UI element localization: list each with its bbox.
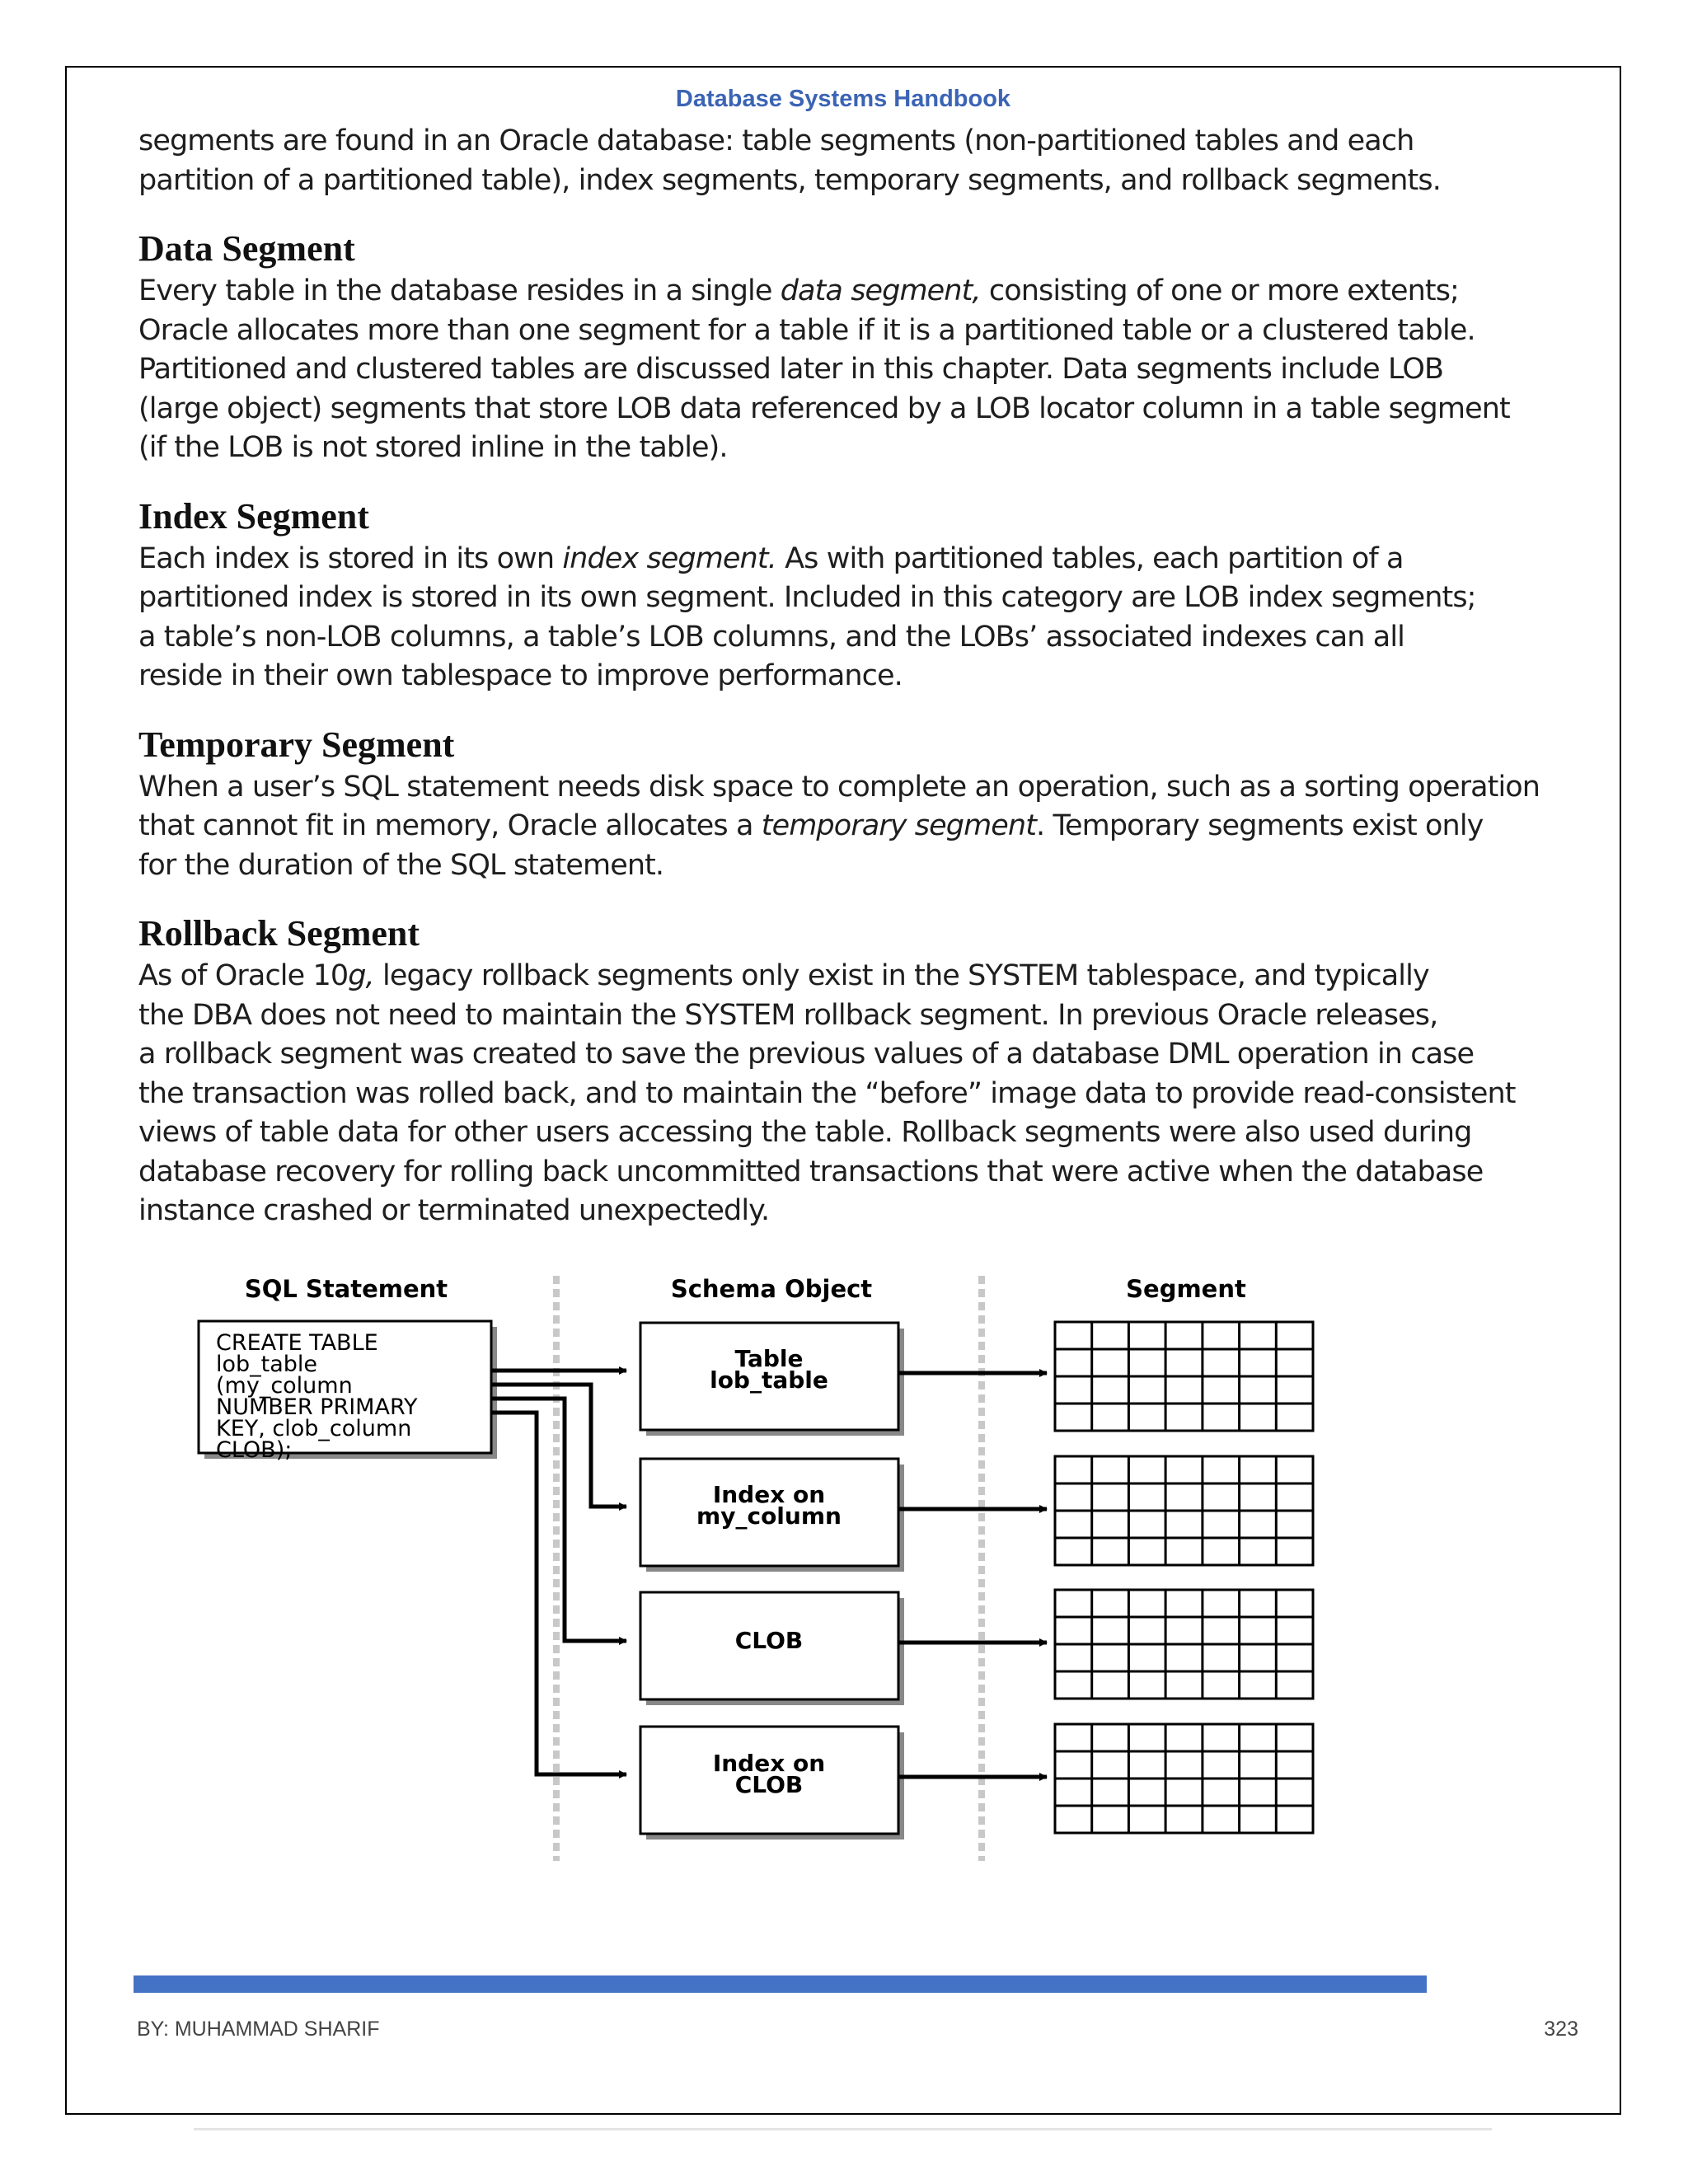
text-line: reside in their own tablespace to improve performance. [138, 659, 903, 692]
text-line: instance crashed or terminated unexpectedly. [138, 1194, 770, 1227]
italic-term: temporary segment [761, 809, 1037, 842]
bottom-rule [194, 2128, 1492, 2130]
object-label: Table [734, 1345, 804, 1372]
text-run: consisting of one or more extents; [980, 274, 1459, 307]
text-line: views of table data for other users accessing the table. Rollback segments were also used during [138, 1116, 1472, 1149]
text-line: (if the LOB is not stored inline in the table). [138, 431, 728, 464]
text-line: (large object) segments that store LOB data referenced by a LOB locator column in a table segment [138, 391, 1510, 425]
sql-line: CLOB); [216, 1437, 293, 1463]
rollback-segment-paragraph [138, 957, 1516, 1231]
segment-diagram [128, 1276, 1339, 1952]
text-line [138, 957, 1429, 996]
text-line: When a user’s SQL statement needs disk space to complete an operation, such as a sorting operation [138, 770, 1540, 804]
sql-line: lob_table [216, 1352, 318, 1377]
sql-line: NUMBER PRIMARY [216, 1394, 418, 1420]
schema-object-index-my-column [640, 1459, 904, 1572]
text-line: segments are found in an Oracle database: table segments (non-partitioned tables and each [138, 124, 1414, 157]
text-line: for the duration of the SQL statement. [138, 848, 664, 882]
section-heading-index-segment: Index Segment [138, 495, 369, 537]
section-heading-data-segment: Data Segment [138, 228, 355, 269]
text-run: Each index is stored in its own [138, 541, 563, 575]
italic-term: g, [348, 959, 374, 992]
text-run: . Temporary segments exist only [1036, 809, 1484, 842]
text-line: database recovery for rolling back uncommitted transactions that were active when the database [138, 1155, 1484, 1188]
sql-line: (my_column [216, 1373, 353, 1399]
segment-grid-table [1055, 1322, 1313, 1431]
object-label: Index on [712, 1750, 826, 1777]
object-label: CLOB [734, 1627, 804, 1654]
object-label: my_column [696, 1502, 842, 1530]
sql-line: KEY, clob_column [216, 1416, 412, 1441]
column-heading-segment: Segment [1126, 1276, 1246, 1303]
text-line: Partitioned and clustered tables are discussed later in this chapter. Data segments include LOB [138, 353, 1444, 386]
italic-term: index segment. [562, 541, 776, 575]
section-heading-temporary-segment: Temporary Segment [138, 724, 455, 765]
schema-object-table [640, 1323, 904, 1436]
intro-paragraph [138, 122, 1441, 200]
segment-grid-index-clob [1055, 1724, 1313, 1833]
page-header-title: Database Systems Handbook [675, 86, 1011, 112]
text-line: partition of a partitioned table), index segments, temporary segments, and rollback segments. [138, 163, 1441, 197]
footer-accent-bar [134, 1975, 1427, 1993]
text-run: that cannot fit in memory, Oracle allocates a [138, 809, 762, 842]
data-segment-paragraph [138, 272, 1510, 468]
section-heading-rollback-segment: Rollback Segment [138, 913, 420, 954]
text-run: As of Oracle 10 [138, 959, 349, 992]
column-heading-sql-statement: SQL Statement [244, 1276, 448, 1303]
object-label: CLOB [734, 1771, 804, 1798]
italic-term: data segment, [780, 274, 981, 307]
object-label: Index on [712, 1481, 826, 1508]
column-heading-schema-object: Schema Object [670, 1276, 873, 1303]
sql-line: CREATE TABLE [216, 1330, 378, 1356]
text-line: a rollback segment was created to save the previous values of a database DML operation in case [138, 1038, 1475, 1071]
text-line: the transaction was rolled back, and to maintain the “before” image data to provide read-consistent [138, 1076, 1516, 1110]
segment-grid-clob [1055, 1590, 1313, 1699]
page-body [138, 122, 1540, 1231]
text-line [138, 272, 1459, 312]
page-number: 323 [1544, 2018, 1578, 2041]
segment-grid-index-my-column [1055, 1456, 1313, 1565]
index-segment-paragraph [138, 540, 1476, 696]
object-label: lob_table [710, 1366, 828, 1394]
text-run: legacy rollback segments only exist in the SYSTEM tablespace, and typically [373, 959, 1429, 992]
schema-object-clob [640, 1592, 904, 1705]
footer-author: BY: MUHAMMAD SHARIF [137, 2018, 380, 2041]
sql-statement-box [199, 1321, 497, 1463]
text-line: partitioned index is stored in its own segment. Included in this category are LOB index segments; [138, 581, 1476, 614]
text-line: the DBA does not need to maintain the SYSTEM rollback segment. In previous Oracle releases, [138, 998, 1438, 1032]
schema-object-index-clob [640, 1727, 904, 1840]
text-line: a table’s non-LOB columns, a table’s LOB columns, and the LOBs’ associated indexes can all [138, 620, 1404, 654]
object-connectors [898, 1373, 1047, 1777]
temporary-segment-paragraph [138, 768, 1540, 886]
text-line [138, 540, 1424, 579]
text-run: Every table in the database resides in a single [138, 274, 781, 307]
text-line: Oracle allocates more than one segment for a table if it is a partitioned table or a clustered table. [138, 313, 1475, 347]
text-run: As with partitioned tables, each partition of a [776, 541, 1404, 575]
text-line [138, 807, 1484, 846]
